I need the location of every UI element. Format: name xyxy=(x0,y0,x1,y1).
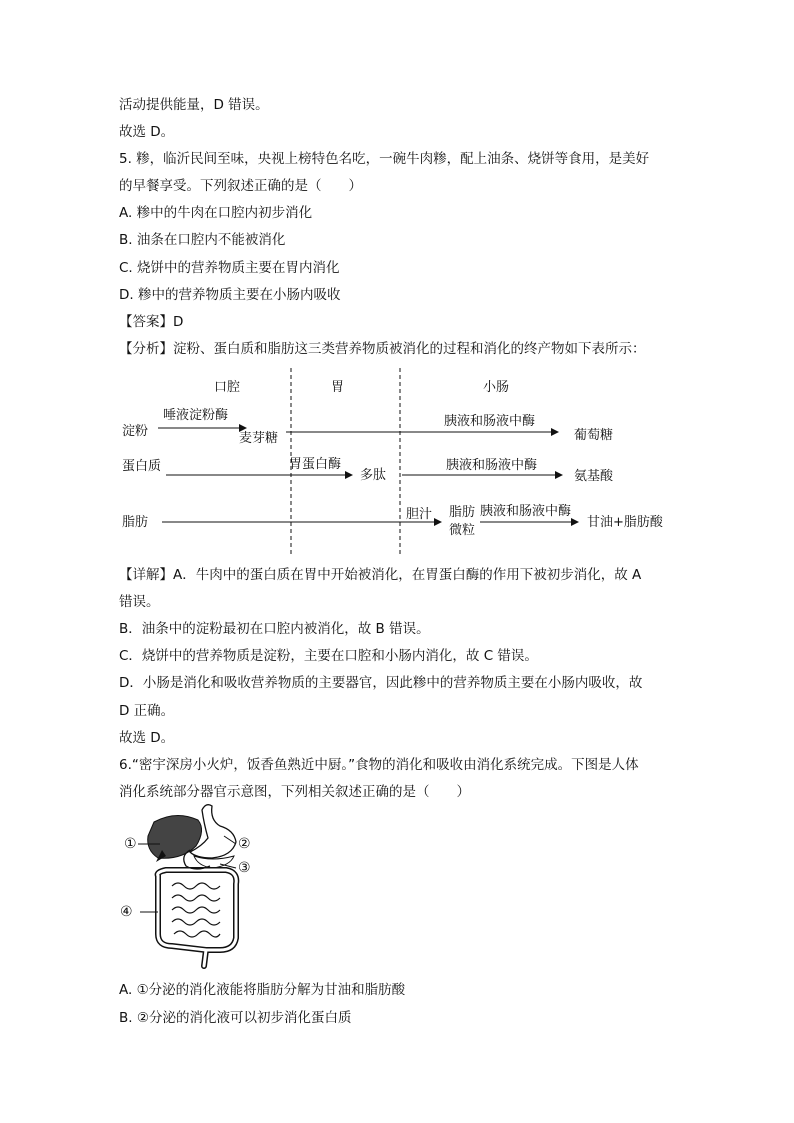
organ-label-2: ② xyxy=(238,836,251,852)
header-mouth: 口腔 xyxy=(214,380,241,395)
enzyme-pancreatic-intestinal: 胰液和肠液中酶 xyxy=(446,458,538,473)
nutrient-fat: 脂肪 xyxy=(122,515,149,530)
enzyme-pancreatic-intestinal: 胰液和肠液中酶 xyxy=(444,414,536,429)
question-5-stem: 的早餐享受。下列叙述正确的是（ ） xyxy=(119,178,362,194)
digestive-system-diagram xyxy=(116,800,286,970)
enzyme-pepsin: 胃蛋白酶 xyxy=(289,457,342,472)
option-b: B. ②分泌的消化液可以初步消化蛋白质 xyxy=(119,1010,352,1026)
detail: C．烧饼中的营养物质是淀粉，主要在口腔和小肠内消化，故 C 错误。 xyxy=(119,648,538,664)
enzyme-pancreatic-intestinal: 胰液和肠液中酶 xyxy=(480,504,572,519)
digestion-process-diagram xyxy=(116,362,676,558)
analysis: 【分析】淀粉、蛋白质和脂肪这三类营养物质被消化的过程和消化的终产物如下表所示： xyxy=(119,341,646,357)
fat-particle: 微粒 xyxy=(449,523,476,538)
fat-particle: 脂肪 xyxy=(449,505,476,520)
enzyme-salivary-amylase: 唾液淀粉酶 xyxy=(163,408,229,423)
answer: 【答案】D xyxy=(119,314,184,330)
product-glycerol-fatty-acid: 甘油+脂肪酸 xyxy=(587,515,663,530)
organ-label-4: ④ xyxy=(120,904,133,920)
option-a: A. ①分泌的消化液能将脂肪分解为甘油和脂肪酸 xyxy=(119,982,406,998)
question-6-stem: 6.“密宇深房小火炉，饭香鱼熟近中厨。”食物的消化和吸收由消化系统完成。下图是人体 xyxy=(119,757,639,773)
detail: D 正确。 xyxy=(119,703,175,719)
conclusion: 故选 D。 xyxy=(119,730,175,746)
product-maltose: 麦芽糖 xyxy=(239,431,279,446)
organ-label-1: ① xyxy=(124,836,137,852)
text-line: 故选 D。 xyxy=(119,124,175,140)
bile: 胆汁 xyxy=(406,507,433,522)
nutrient-starch: 淀粉 xyxy=(122,424,149,439)
nutrient-protein: 蛋白质 xyxy=(122,459,162,474)
detail: B．油条中的淀粉最初在口腔内被消化，故 B 错误。 xyxy=(119,621,430,637)
option-b: B. 油条在口腔内不能被消化 xyxy=(119,232,286,248)
header-stomach: 胃 xyxy=(331,380,345,395)
product-polypeptide: 多肽 xyxy=(360,468,387,483)
product-amino-acid: 氨基酸 xyxy=(574,469,614,484)
detail: D．小肠是消化和吸收营养物质的主要器官，因此糁中的营养物质主要在小肠内吸收，故 xyxy=(119,675,643,691)
option-d: D. 糁中的营养物质主要在小肠内吸收 xyxy=(119,287,341,303)
detail: 【详解】A．牛肉中的蛋白质在胃中开始被消化，在胃蛋白酶的作用下被初步消化，故 A xyxy=(119,567,642,583)
option-a: A. 糁中的牛肉在口腔内初步消化 xyxy=(119,205,313,221)
question-5-stem: 5. 糁，临沂民间至味，央视上榜特色名吃，一碗牛肉糁，配上油条、烧饼等食用，是美好 xyxy=(119,151,650,167)
question-6-stem: 消化系统部分器官示意图，下列相关叙述正确的是（ ） xyxy=(119,784,470,800)
text-line: 活动提供能量，D 错误。 xyxy=(119,97,269,113)
product-glucose: 葡萄糖 xyxy=(574,428,614,443)
header-small-intestine: 小肠 xyxy=(483,380,510,395)
detail: 错误。 xyxy=(119,594,160,610)
option-c: C. 烧饼中的营养物质主要在胃内消化 xyxy=(119,260,340,276)
organ-label-3: ③ xyxy=(238,860,251,876)
digestive-organs-illustration xyxy=(116,800,286,970)
